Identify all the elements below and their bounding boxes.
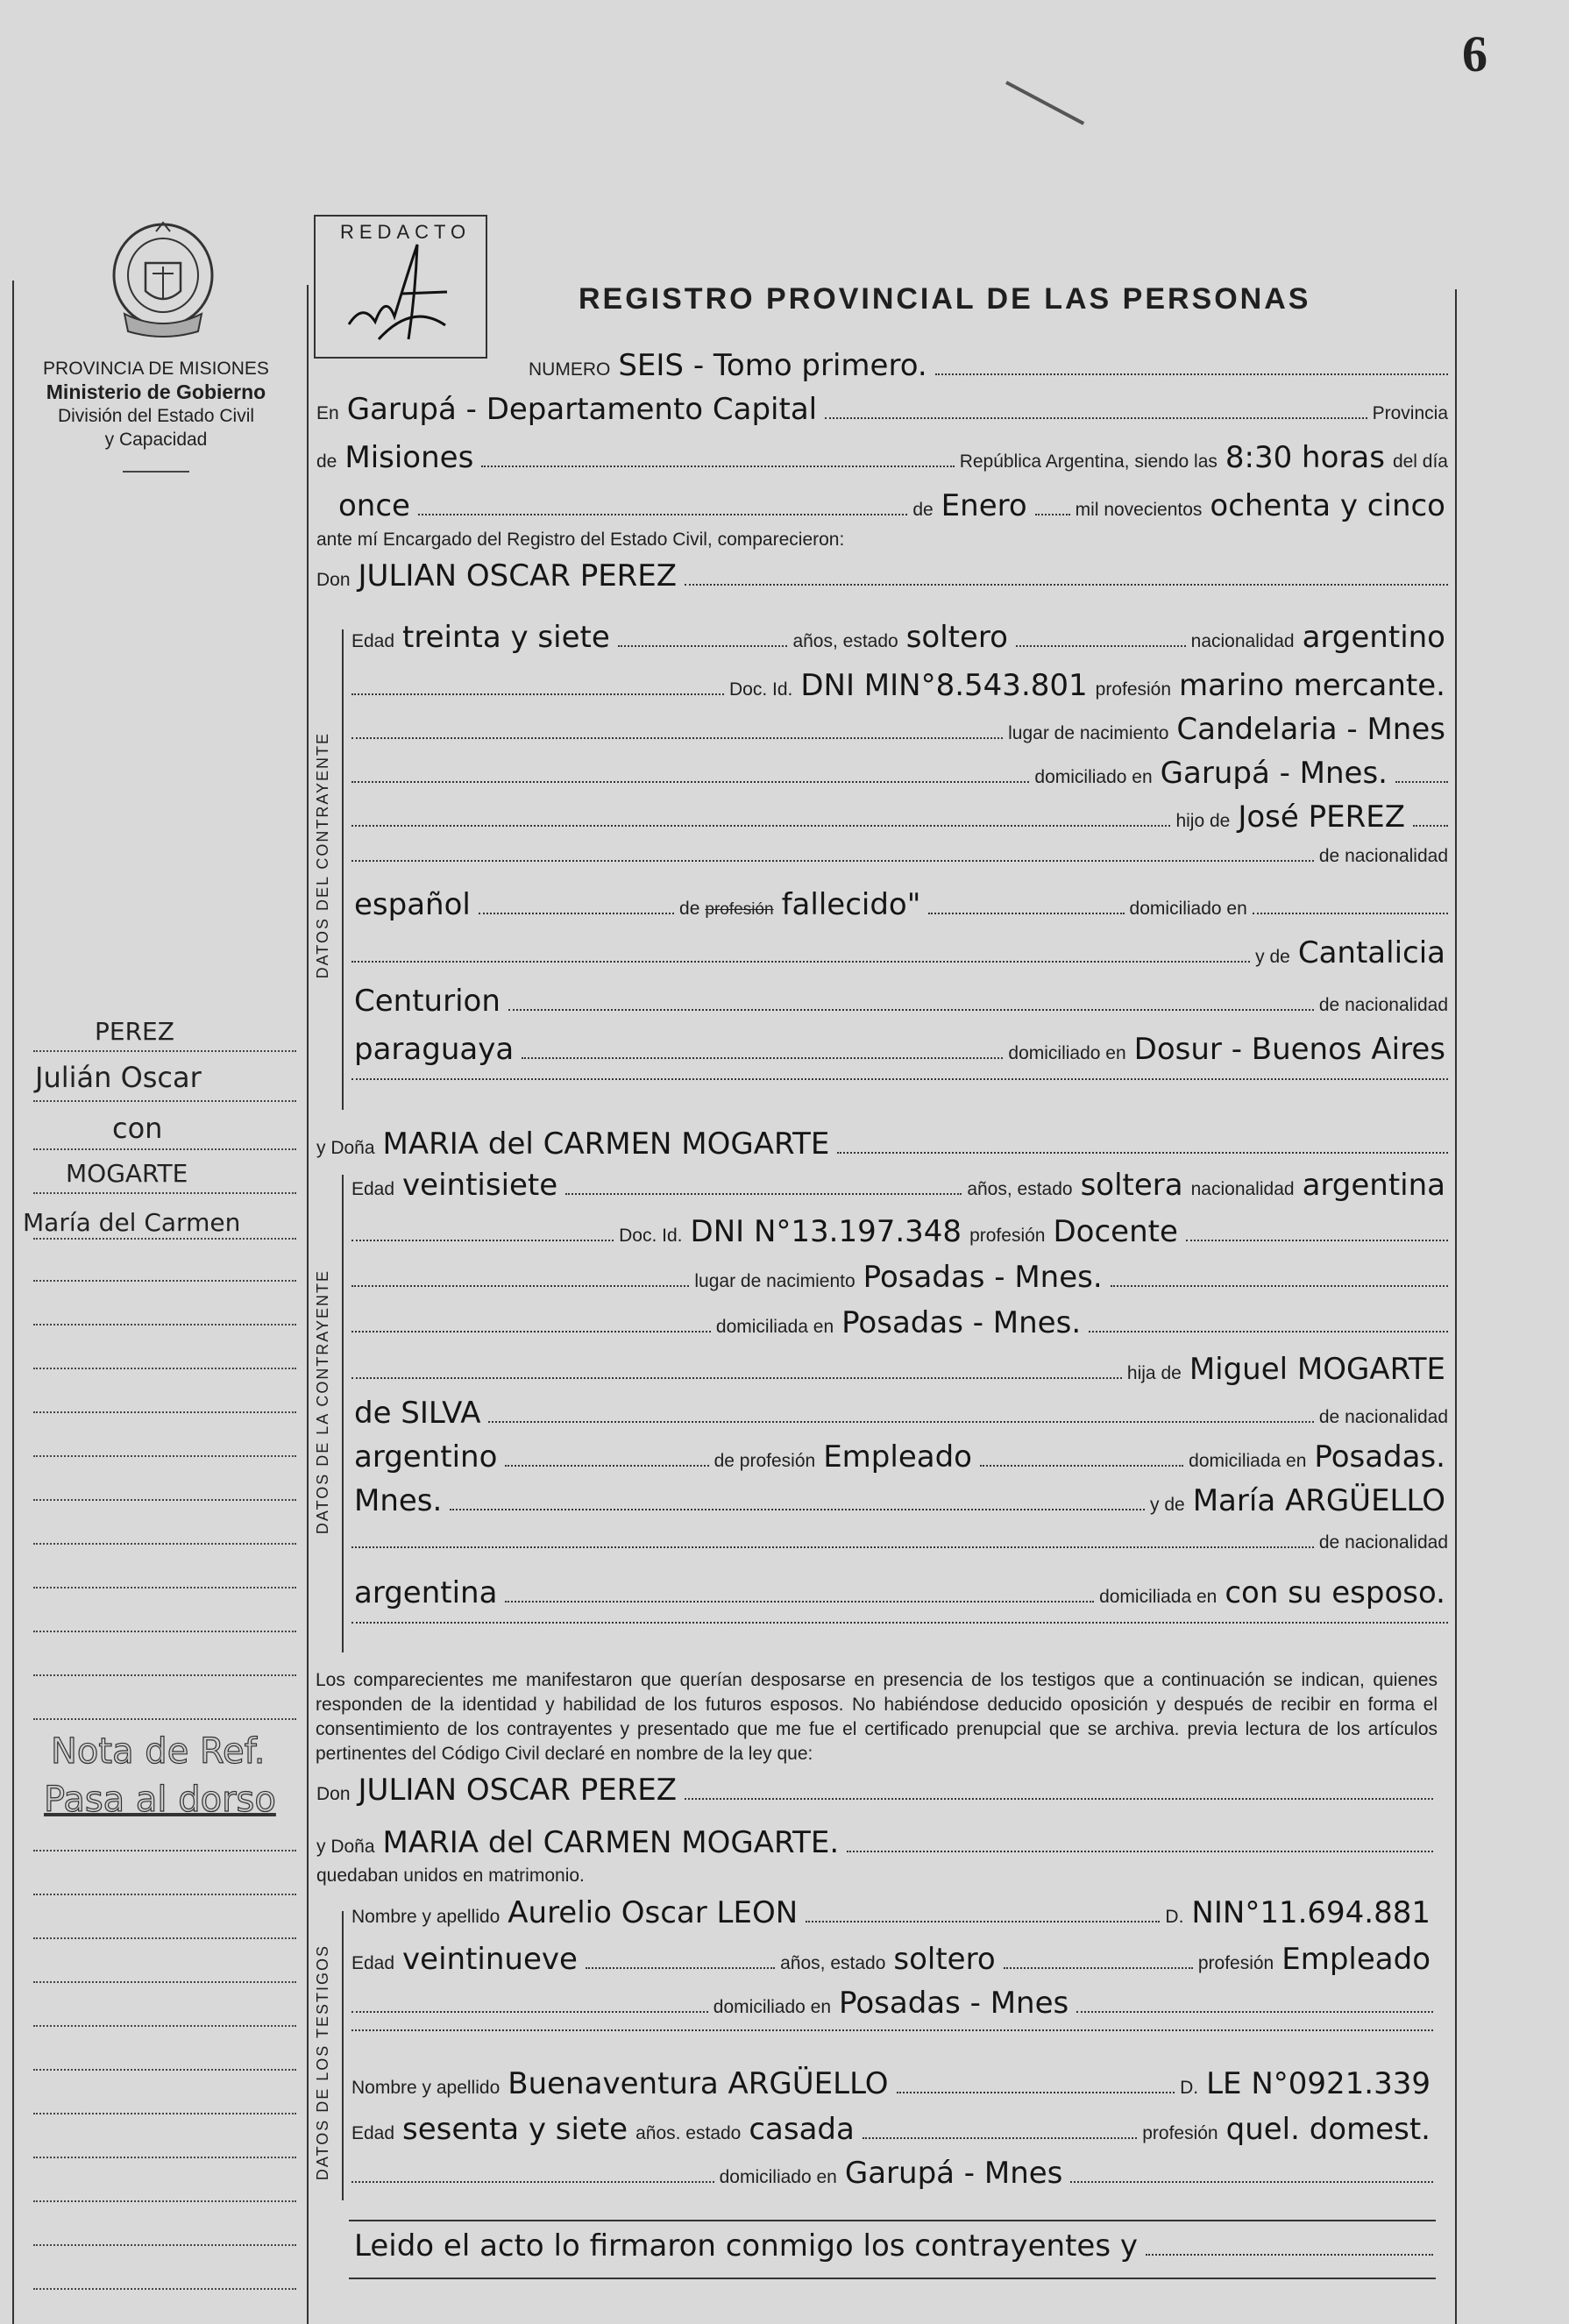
cierre-text: quedaban unidos en matrimonio. [316,1866,585,1886]
de-prof-label: de [679,899,700,919]
dotted-fill [863,2137,1137,2139]
redacto-label: REDACTO [340,221,472,243]
dotted-fill [351,781,1029,783]
dotted-fill [1070,2181,1433,2183]
y-de-label: y de [1255,947,1290,967]
anios-label: años, estado [967,1179,1073,1199]
margin-line [33,1411,296,1413]
left-margin-rule [12,281,14,2324]
margin-note-perez: PEREZ [95,1017,174,1046]
dotted-fill [351,1240,614,1241]
dotted-fill [351,961,1250,963]
division-label-2: y Capacidad [104,430,208,450]
margin-line [33,1543,296,1545]
lugar-nac-label: lugar de nacimiento [694,1271,855,1291]
prof-label: profesión [1142,2123,1218,2143]
c-padre-nac-label-line [349,846,1451,867]
margin-note-con: con [112,1112,163,1145]
madre-nac-value: argentina [354,1575,498,1610]
t1-edad-line [349,1942,1436,1977]
margin-line [33,1499,296,1501]
dotted-fill [837,1152,1448,1154]
doc-value: DNI N°13.197.348 [690,1214,962,1249]
margin-line [33,1324,296,1325]
right-margin-rule [1455,289,1457,2324]
f-hija-line [349,1352,1451,1387]
dona-name: MARIA del CARMEN MOGARTE [382,1126,830,1162]
nac-label: nacionalidad [1190,631,1295,651]
dotted-fill [351,1546,1314,1548]
dotted-fill [351,860,1314,862]
padre-prof-value: Empleado [823,1439,972,1475]
dotted-fill [1035,514,1070,515]
lugar-value: Garupá - Departamento Capital [346,392,818,427]
domic-label: domiciliado en [1034,767,1153,787]
closing-line [349,2228,1436,2264]
dotted-fill [351,2029,1433,2031]
de-prof-label: de profesión [714,1451,816,1471]
c-padre-prof-line [349,887,1451,922]
de2-label: de [912,500,934,520]
contrayente-side-label: DATOS DEL CONTRAYENTE [314,732,331,979]
c-madre-domic-line [349,1032,1451,1067]
decl-don-value: JULIAN OSCAR PEREZ [358,1773,678,1808]
padre-nac-value: español [354,887,471,922]
madre-nac-label: de nacionalidad [1318,1532,1448,1553]
dotted-fill [450,1509,1145,1510]
anios-label: años, estado [780,1953,886,1973]
madre2-value: Centurion [354,984,501,1019]
republica-label: República Argentina, siendo las [959,451,1218,472]
margin-note-nota-ref: Nota de Ref. [51,1731,266,1772]
decl-cierre [314,1866,1436,1887]
padre-domic2-value: Mnes. [354,1483,443,1518]
t2-prof-value: quel. domest. [1225,2112,1431,2147]
madre-domic-label: domiciliado en [1008,1043,1126,1063]
f-blank-line [349,1622,1451,1629]
declaration-text: Los comparecientes me manifestaron que querían desposarse en presencia de los testigos que a continuación se indican, quienes responden de la identidad y habilidad de los futuros esposos. No habiéndose deducido oposición y después de recibir en forma el consentimiento de los contrayentes y presentado que me fue el certificado prenupcial que se archiva. previa lectura de los artículos pertinentes del Código Civil declaré en nombre de la ley que: [316,1670,1438,1764]
padre-nac-value: argentino [354,1439,498,1475]
dotted-fill [928,913,1124,914]
nac-value: argentina [1302,1168,1445,1203]
dona-label: y Doña [316,1837,375,1857]
nombre-label: Nombre y apellido [351,1907,501,1927]
dotted-fill [1413,825,1448,827]
padre-domic-label: domiciliada en [1189,1451,1307,1471]
edad-label: Edad [351,1953,395,1973]
hijo-label: hijo de [1175,811,1231,831]
lugar-line [314,392,1451,427]
provincia-line [314,440,1451,475]
numero-line [526,348,1451,383]
testigos-side-label: DATOS DE LOS TESTIGOS [314,1944,331,2181]
c-edad-line [349,620,1451,655]
dotted-fill [1076,2011,1433,2013]
dotted-fill [418,514,907,515]
hija-label: hija de [1126,1363,1182,1383]
madre-nac-label: de nacionalidad [1318,995,1448,1015]
closing-underline [349,2278,1436,2279]
staple-mark [1005,81,1084,124]
domic-value: Posadas - Mnes. [841,1305,1082,1340]
margin-line [33,2288,296,2290]
dotted-fill [1186,1240,1448,1241]
prof-value: marino mercante. [1179,668,1445,703]
nac-value: argentino [1302,620,1445,655]
edad-label: Edad [351,2123,395,2143]
margin-line [33,1631,296,1632]
edad-value: treinta y siete [402,620,610,655]
margin-line [33,1192,296,1194]
t2-doc-value: LE N°0921.339 [1206,2066,1431,2101]
anios2-label: años. estado [635,2123,742,2143]
margin-line [33,2069,296,2071]
margin-line [33,2244,296,2246]
edad-label: Edad [351,1179,395,1199]
doc-label: Doc. Id. [728,679,793,700]
don-label: Don [316,1784,351,1804]
testigos-divider [349,2220,1436,2221]
edad-label: Edad [351,631,395,651]
t2-edad-line [349,2112,1436,2147]
page-number: 6 [1462,25,1487,82]
provincia-label: Provincia [1372,403,1448,423]
anio-value: ochenta y cinco [1210,488,1445,523]
del-dia-label: del día [1392,451,1448,472]
domic-label: domiciliado en [713,1997,832,2017]
decl-don-line [314,1773,1436,1808]
t2-domic-value: Garupá - Mnes [844,2156,1063,2191]
edad-value: veintisiete [402,1168,558,1203]
t1-domic-line [349,1986,1436,2021]
margin-line [33,1674,296,1676]
dotted-fill [806,1921,1160,1922]
margin-line [33,1280,296,1282]
margin-note-maria: María del Carmen [23,1208,241,1237]
dotted-fill [586,1967,775,1969]
prof-tachada: profesión [705,900,774,919]
dotted-fill [1253,913,1448,914]
dotted-fill [980,1465,1183,1467]
c-nac-line [349,712,1451,747]
t1-doc-value: NIN°11.694.881 [1191,1895,1431,1930]
margin-line [33,1718,296,1720]
contrayente-f-side-label: DATOS DE LA CONTRAYENTE [314,1269,331,1535]
t1-estado-value: soltero [893,1942,996,1977]
t2-edad-value: sesenta y siete [402,2112,628,2147]
division-label: División del Estado Civil [57,406,255,426]
dotted-fill [351,737,1003,739]
margin-line [33,1100,296,1102]
decl-dona-line [314,1825,1436,1860]
dotted-fill [1395,781,1448,783]
margin-line [33,1050,296,1052]
contrayente-bracket [342,629,344,1110]
c-madre2-line [349,984,1451,1019]
dotted-fill [618,645,788,647]
dotted-fill [685,584,1448,586]
c-blank-line [349,1078,1451,1085]
margin-line [33,1148,296,1150]
dotted-fill [505,1465,708,1467]
dotted-fill [351,1377,1122,1379]
t1-prof-value: Empleado [1281,1942,1431,1977]
dotted-fill [488,1421,1313,1423]
t1-domic-value: Posadas - Mnes [839,1986,1069,2021]
madre-domic-value: Dosur - Buenos Aires [1133,1032,1445,1067]
margin-line [33,2157,296,2158]
dotted-fill [351,1078,1448,1080]
prof-label: profesión [969,1226,1046,1246]
numero-label: NUMERO [529,359,611,380]
dotted-fill [847,1851,1433,1852]
lugar-nac-value: Candelaria - Mnes [1176,712,1445,747]
margin-note-julian: Julián Oscar [35,1061,202,1094]
y-de-label: y de [1150,1495,1185,1515]
t2-estado-value: casada [749,2112,855,2147]
madre-domic-value: con su esposo. [1225,1575,1445,1610]
anios-label: años, estado [792,631,898,651]
testigos-bracket [342,1911,344,2200]
dotted-fill [351,2181,714,2183]
dotted-fill [897,2092,1175,2093]
ministry-label: Ministerio de Gobierno [46,380,266,403]
dotted-fill [1016,645,1186,647]
de-label: de [316,451,337,472]
dona-label: y Doña [316,1138,375,1158]
dotted-fill [1111,1285,1448,1287]
divider [123,471,189,473]
dotted-fill [1146,2254,1433,2256]
f-edad-line [349,1168,1451,1203]
f-padre2-line [349,1396,1451,1431]
government-block [16,357,296,473]
nombre-label: Nombre y apellido [351,2078,501,2098]
dotted-fill [685,1798,1433,1800]
dotted-fill [479,913,674,914]
dotted-fill [351,825,1170,827]
fecha-line [333,488,1451,523]
de-nac-label: de nacionalidad [1318,1407,1448,1427]
margin-line [33,1455,296,1457]
margin-line [33,1894,296,1895]
dotted-fill [508,1009,1314,1011]
domic-value: Garupá - Mnes. [1160,756,1388,791]
margin-line [33,1937,296,1939]
c-domic-line [349,756,1451,791]
t2-nombre-line [349,2066,1436,2101]
padre-value: Miguel MOGARTE [1189,1352,1445,1387]
redacto-signature [333,241,465,351]
padre-prof-value: fallecido" [781,887,921,922]
province-label: PROVINCIA DE MISIONES [43,359,269,379]
don-line [314,558,1451,593]
lugar-nac-value: Posadas - Mnes. [863,1260,1103,1295]
prof-label: profesión [1095,679,1172,700]
mil-label: mil novecientos [1075,500,1203,520]
madre-nac-value: paraguaya [354,1032,515,1067]
estado-value: soltero [905,620,1008,655]
margin-line [33,1238,296,1240]
margin-line [33,2200,296,2202]
t2-nombre-value: Buenaventura ARGÜELLO [508,2066,889,2101]
dotted-fill [351,693,724,695]
domic-label: domiciliado en [719,2167,837,2187]
madre-value: Cantalicia [1297,935,1445,970]
f-madre-line [349,1483,1451,1518]
t2-domic-line [349,2156,1436,2191]
prof-label: profesión [1197,1953,1274,1973]
contrayente-f-bracket [342,1175,344,1652]
redacto-box [314,215,487,359]
decl-dona-value: MARIA del CARMEN MOGARTE. [382,1825,840,1860]
margin-note-pasa-dorso: Pasa al dorso [44,1780,276,1820]
domic-label: domiciliada en [715,1317,834,1337]
dotted-fill [1004,1967,1193,1969]
padre-value: José PEREZ [1238,800,1405,835]
dotted-fill [351,1622,1448,1624]
f-padre-prof-line [349,1439,1451,1475]
d-label: D. [1165,1907,1184,1927]
f-madre-nac-label-line [349,1532,1451,1553]
margin-line [33,2025,296,2027]
dotted-fill [505,1601,1094,1603]
t1-nombre-line [349,1895,1436,1930]
doc-label: Doc. Id. [619,1226,683,1246]
margin-note-mogarte: MOGARTE [66,1159,188,1188]
lugar-nac-label: lugar de nacimiento [1008,723,1169,743]
t1-edad-value: veintinueve [402,1942,578,1977]
padre2-value: de SILVA [354,1396,481,1431]
closing-text: Leido el acto lo firmaron conmigo los contrayentes y [354,2228,1138,2264]
prof-value: Docente [1053,1214,1178,1249]
mes-value: Enero [941,488,1027,523]
margin-line [33,1587,296,1588]
ante-text [314,529,1451,551]
padre-domic-value: Posadas. [1314,1439,1445,1475]
doc-value: DNI MIN°8.543.801 [800,668,1088,703]
provincia-value: Misiones [344,440,474,475]
t1-nombre-value: Aurelio Oscar LEON [508,1895,799,1930]
dotted-fill [522,1057,1003,1059]
d-label: D. [1180,2078,1199,2098]
dia-value: once [338,488,410,523]
don-label: Don [316,570,351,590]
margin-line [33,1850,296,1851]
f-domic-line [349,1305,1451,1340]
dotted-fill [825,417,1367,419]
t-blank-line [349,2029,1436,2036]
margin-line [33,1368,296,1369]
nac-label: nacionalidad [1190,1179,1295,1199]
dotted-fill [351,1285,689,1287]
margin-line [33,1981,296,1983]
madre-value: María ARGÜELLO [1192,1483,1445,1518]
dotted-fill [481,466,954,467]
f-nac-line [349,1260,1451,1295]
ante-label: ante mí Encargado del Registro del Estado Civil, comparecieron: [316,529,845,550]
margin-line [33,2113,296,2114]
padre-domic-label: domiciliado en [1129,899,1247,919]
center-margin-rule [307,285,309,2324]
hora-value: 8:30 horas [1225,440,1385,475]
don-name: JULIAN OSCAR PEREZ [358,558,678,593]
dotted-fill [351,2011,708,2013]
de-nac-label: de nacionalidad [1318,846,1448,866]
c-madre-line [349,935,1451,970]
c-hijo-line [349,800,1451,835]
dotted-fill [1089,1331,1448,1333]
numero-value: SEIS - Tomo primero. [618,348,927,383]
dotted-fill [935,373,1448,375]
dotted-fill [565,1193,962,1195]
f-madre-domic-line [349,1575,1451,1610]
en-label: En [316,403,339,423]
f-doc-line [349,1214,1451,1249]
estado-value: soltera [1080,1168,1183,1203]
dona-line [314,1126,1451,1162]
document-title: REGISTRO PROVINCIAL DE LAS PERSONAS [579,282,1311,316]
c-doc-line [349,668,1451,703]
dotted-fill [351,1331,711,1333]
coat-of-arms-seal [107,219,219,340]
madre-domic-label: domiciliada en [1099,1587,1218,1607]
